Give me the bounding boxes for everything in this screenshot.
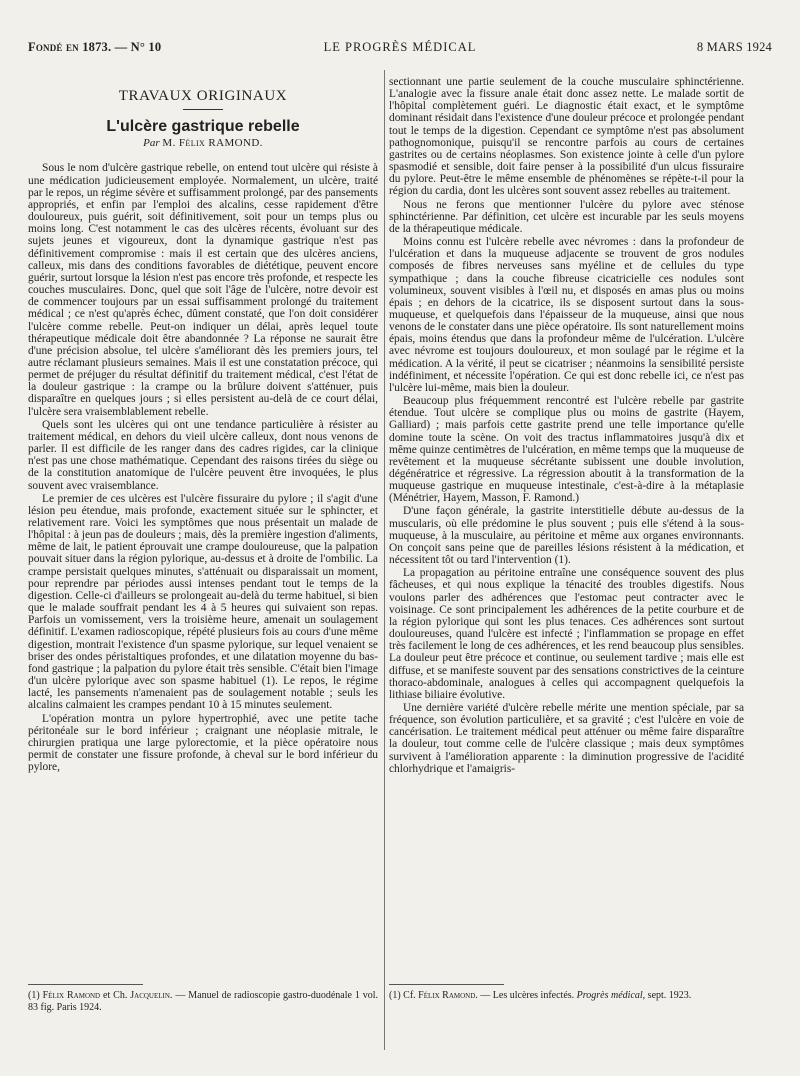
paragraph: La propagation au péritoine entraîne une conséquence souvent des plus fâcheuses, et qui nous explique la ténacité des troubles digestifs. Nous voulons parler des adhérences que l'estomac peut contracter avec le voisinage. Ce sont principalement les adhérences de la petite courbure et de la région pylorique qui sont les plus tenaces. Ces adhérences sont surtout douloureuses, quand l'ulcère est infecté ; l'inflammation se propage en effet très facilement le long de ces adhérences, et les rend beaucoup plus sensibles. La douleur peut être précoce et continue, ou seulement tardive ; mais elle est diffuse, et se manifeste souvent par des sensations constrictives de la ceinture thoraco-abdominale, analogues à celles qui accompagnent quelquefois la lithiase biliaire évolutive. (389, 567, 744, 701)
footnote-prefix: Cf. (400, 990, 419, 1001)
article-title: L'ulcère gastrique rebelle (106, 118, 300, 136)
footnote-text: . — Manuel de radioscopie gastro-duodénale 1 vol. 83 fig. Paris 1924. (28, 990, 379, 1013)
paragraph: Le premier de ces ulcères est l'ulcère fissuraire du pylore ; il s'agit d'une lésion peu étendue, mais profonde, exactement située sur le sphincter, et relativement rare. Voici les symptômes que nous présentait un malade de l'hôpital : à jeun pas de douleurs ; mais, dès la première ingestion d'aliments, même de lait, le patient éprouvait une crampe douloureuse, que la palpation pouvait situer dans la région pylorique, au-dessus et à droite de l'ombilic. La crampe persistait quelques minutes, s'atténuait ou disparaissait un moment, pour reprendre par périodes aussi intenses pendant tout le temps de la digestion. Celle-ci d'ailleurs se prolongeait au-delà du terme habituel, si bien que le malade souffrait pendant les 4 à 5 heures qui suivaient son repas. Parfois un vomissement, vers la troisième heure, amenait un soulagement définitif. L'examen radioscopique, répété plusieurs fois au cours d'une même digestion, montrait l'existence d'un spasme pylorique, sur lequel venaient se briser des ondes péristaltiques profondes, et une dilatation moyenne du bas-fond gastrique ; la palpation du pylore était très sensible. C'était bien l'image d'un ulcère pylorique avec son spasme habituel (1). Le repos, le régime lacté, les pansements n'amenaient pas de soulagement notable ; seuls les alcalins calmaient les crampes pendant 10 à 15 minutes seulement. (28, 492, 378, 712)
footnote-author: Félix Ramond (42, 990, 101, 1001)
author-name: M. Félix RAMOND. (162, 137, 263, 150)
paragraph: Une dernière variété d'ulcère rebelle mérite une mention spéciale, par sa fréquence, son évolution particulière, et sa gravité ; c'est l'ulcère en voie de cancérisation. Le traitement médical peut atténuer ou même faire disparaître la douleur, tout comme celle de l'ulcère classique ; mais deux symptômes survivent à l'amélioration apparente : la diminution progressive de l'acidité chlorhydrique et l'amaigris- (389, 701, 744, 775)
left-column (28, 76, 378, 773)
paragraph: D'une façon générale, la gastrite interstitielle débute au-dessus de la muscularis, où elle prédomine le plus souvent ; puis elle s'étend à la sous-muqueuse, à la musculaire, au péritoine et même aux organes environnants. On conçoit sans peine que de pareilles lésions résistent à la médication, et nécessitent tôt ou tard l'intervention (1). (389, 505, 744, 567)
paragraph: Quels sont les ulcères qui ont une tendance particulière à résister au traitement médical, en dehors du vieil ulcère calleux, dont nous venons de parler. Il est difficile de les ranger dans des cadres rigides, car la clinique n'est pas une chose mathématique. Cependant des raisons tirées du siège ou de la constitution anatomique de l'ulcère peuvent être invoquées, le plus souvent avec vraisemblance. (28, 418, 378, 492)
byline (28, 137, 378, 149)
ornament-divider (28, 104, 378, 114)
paragraph: L'opération montra un pylore hypertrophié, avec une petite tache péritonéale sur le bord inférieur ; craignant une néoplasie mitrale, le chirurgien pratiqua une large pylorectomie, et la pièce opératoire nous permit de constater une fissure profonde, à cheval sur le bord inférieur du pylore, (28, 712, 378, 774)
founding-issue-label: Fondé en 1873. — N° 10 (28, 40, 162, 54)
paragraph: sectionnant une partie seulement de la couche musculaire sphinctérienne. L'analogie avec la fissure anale était donc assez nette. Le malade sortit de l'hôpital complètement guéri. Le diagnostic était exact, et le symptôme dominant résidait dans l'existence d'une douleur précoce et prolongée pendant tout le temps de la digestion. Cependant ce symptôme n'est pas absolument pathognomonique, puisqu'il se rencontre parfois au cours de certaines gastrites ou de certains néoplasmes. Son existence jointe à celle d'un pylore spasmodié et sensible, doit faire penser à la possibilité d'un ulcus fissuraire du pylore. Peut-être le même ensemble de phénomènes se répète-t-il pour la région du cardia, dont les ulcères sont souvent assez rebelles au traitement. (389, 76, 744, 198)
paragraph: Nous ne ferons que mentionner l'ulcère du pylore avec sténose sphinctérienne. Par définition, cet ulcère est incurable par les seuls moyens de la thérapeutique médicale. (389, 198, 744, 235)
footnote-conjunction: et Ch. (100, 990, 131, 1001)
footnote-marker: (1) (389, 990, 401, 1001)
section-title: TRAVAUX ORIGINAUX (118, 88, 288, 104)
footnote-rule (389, 984, 504, 985)
footnote-right (389, 990, 744, 1002)
paragraph: Sous le nom d'ulcère gastrique rebelle, on entend tout ulcère qui résiste à une médication judicieusement employée. Normalement, un ulcère, traité par le repos, un régime sévère et suffisamment prolongé, par des pansements appropriés, et enfin par l'emploi des alcalins, cesse rapidement d'être douloureux, puis guérit, soit définitivement, soit pour un temps plus ou moins long. C'est notamment le cas des ulcères récents, évoluant sur des sujets jeunes et vigoureux, dont la dynamique gastrique n'est pas définitivement compromise : mais il est certain que des ulcères anciens, calleux, mis dans des conditions favorables de diététique, peuvent encore guérir, surtout lorsque la lésion n'est pas encore très profonde, et respecte les couches musculaires. Donc, quel que soit l'âge de l'ulcère, notre devoir est de commencer toujours par un essai suffisamment prolongé du traitement médical ; ce n'est qu'après échec, dûment constaté, que l'on doit considérer l'ulcère comme rebelle. Peut-on indiquer un délai, après lequel toute thérapeutique médicale doit être abandonnée ? La réponse ne saurait être d'une précision absolue, tel ulcère s'améliorant dès les premiers jours, tel autre réclamant plusieurs semaines. Mais il est une constatation précoce, qui permet de préjuger du résultat définitif du traitement médical, c'est l'état de la douleur gastrique : la crampe ou la brûlure doivent s'atténuer, puis disparaître en quelques jours ; si elles persistent au-delà de ce court délai, l'ulcère sera vraisemblablement rebelle. (28, 162, 378, 418)
footnote-journal: Progrès médical (576, 990, 643, 1001)
right-column (389, 76, 744, 775)
footnote-left (28, 990, 378, 1013)
footnote-rule (28, 984, 143, 985)
paragraph: Beaucoup plus fréquemment rencontré est l'ulcère rebelle par gastrite étendue. Tout ulcère se complique plus ou moins de gastrite (Hayem, Galliard) ; mais parfois cette gastrite prend une telle importance qu'elle domine toute la scène. On voit des tractus inflammatoires jusqu'à dix et même quinze centimètres de l'ulcération, en même temps que la muqueuse de revêtement et la muqueuse sécrétante subissent une double involution, dégénératrice et régressive. La régression aboutit à la transformation de la muqueuse gastrique en muqueuse intestinale, c'est-à-dire à la métaplasie (Ménétrier, Hayem, Masson, F. Ramond.) (389, 395, 744, 505)
journal-title: LE PROGRÈS MÉDICAL (323, 40, 477, 54)
footnote-author: Félix Ramond (418, 990, 476, 1001)
paragraph: Moins connu est l'ulcère rebelle avec névromes : dans la profondeur de l'ulcération et dans la muqueuse adjacente se trouvent de gros nodules composés de fibres nerveuses sans myéline et de cellules du type sympathique ; dans la couche fibreuse cicatricielle ces nodules sont volumineux, souvent visibles à l'œil nu, et disposés en amas plus ou moins épais ; en dehors de la cicatrice, ils se disposent surtout dans la sous-muqueuse, et quelquefois dans l'épaisseur de la muqueuse, ainsi que nous venons de le constater dans une pièce opératoire. Ils sont naturellement moins épais, moins étendus que dans la profondeur même de l'ulcération. L'ulcère avec névrome est toujours douloureux, et mon soulagé par le régime et la médication. A la vérité, il peut se cicatriser ; néanmoins la sensibilité persiste indéfiniment, et nécessite l'opération. Ce qui est donc rebelle ici, ce n'est pas l'ulcère lui-même, mais bien la douleur. (389, 236, 744, 394)
footnote-date: , sept. 1923. (642, 990, 692, 1001)
footnote-text: . — Les ulcères infectés. (475, 990, 575, 1001)
footnote-marker: (1) (28, 990, 40, 1001)
issue-date: 8 MARS 1924 (696, 40, 772, 54)
column-divider (384, 70, 385, 1050)
byline-prefix: Par (143, 137, 160, 150)
footnote-author: Jacquelin (130, 990, 170, 1001)
page-header (28, 40, 772, 56)
